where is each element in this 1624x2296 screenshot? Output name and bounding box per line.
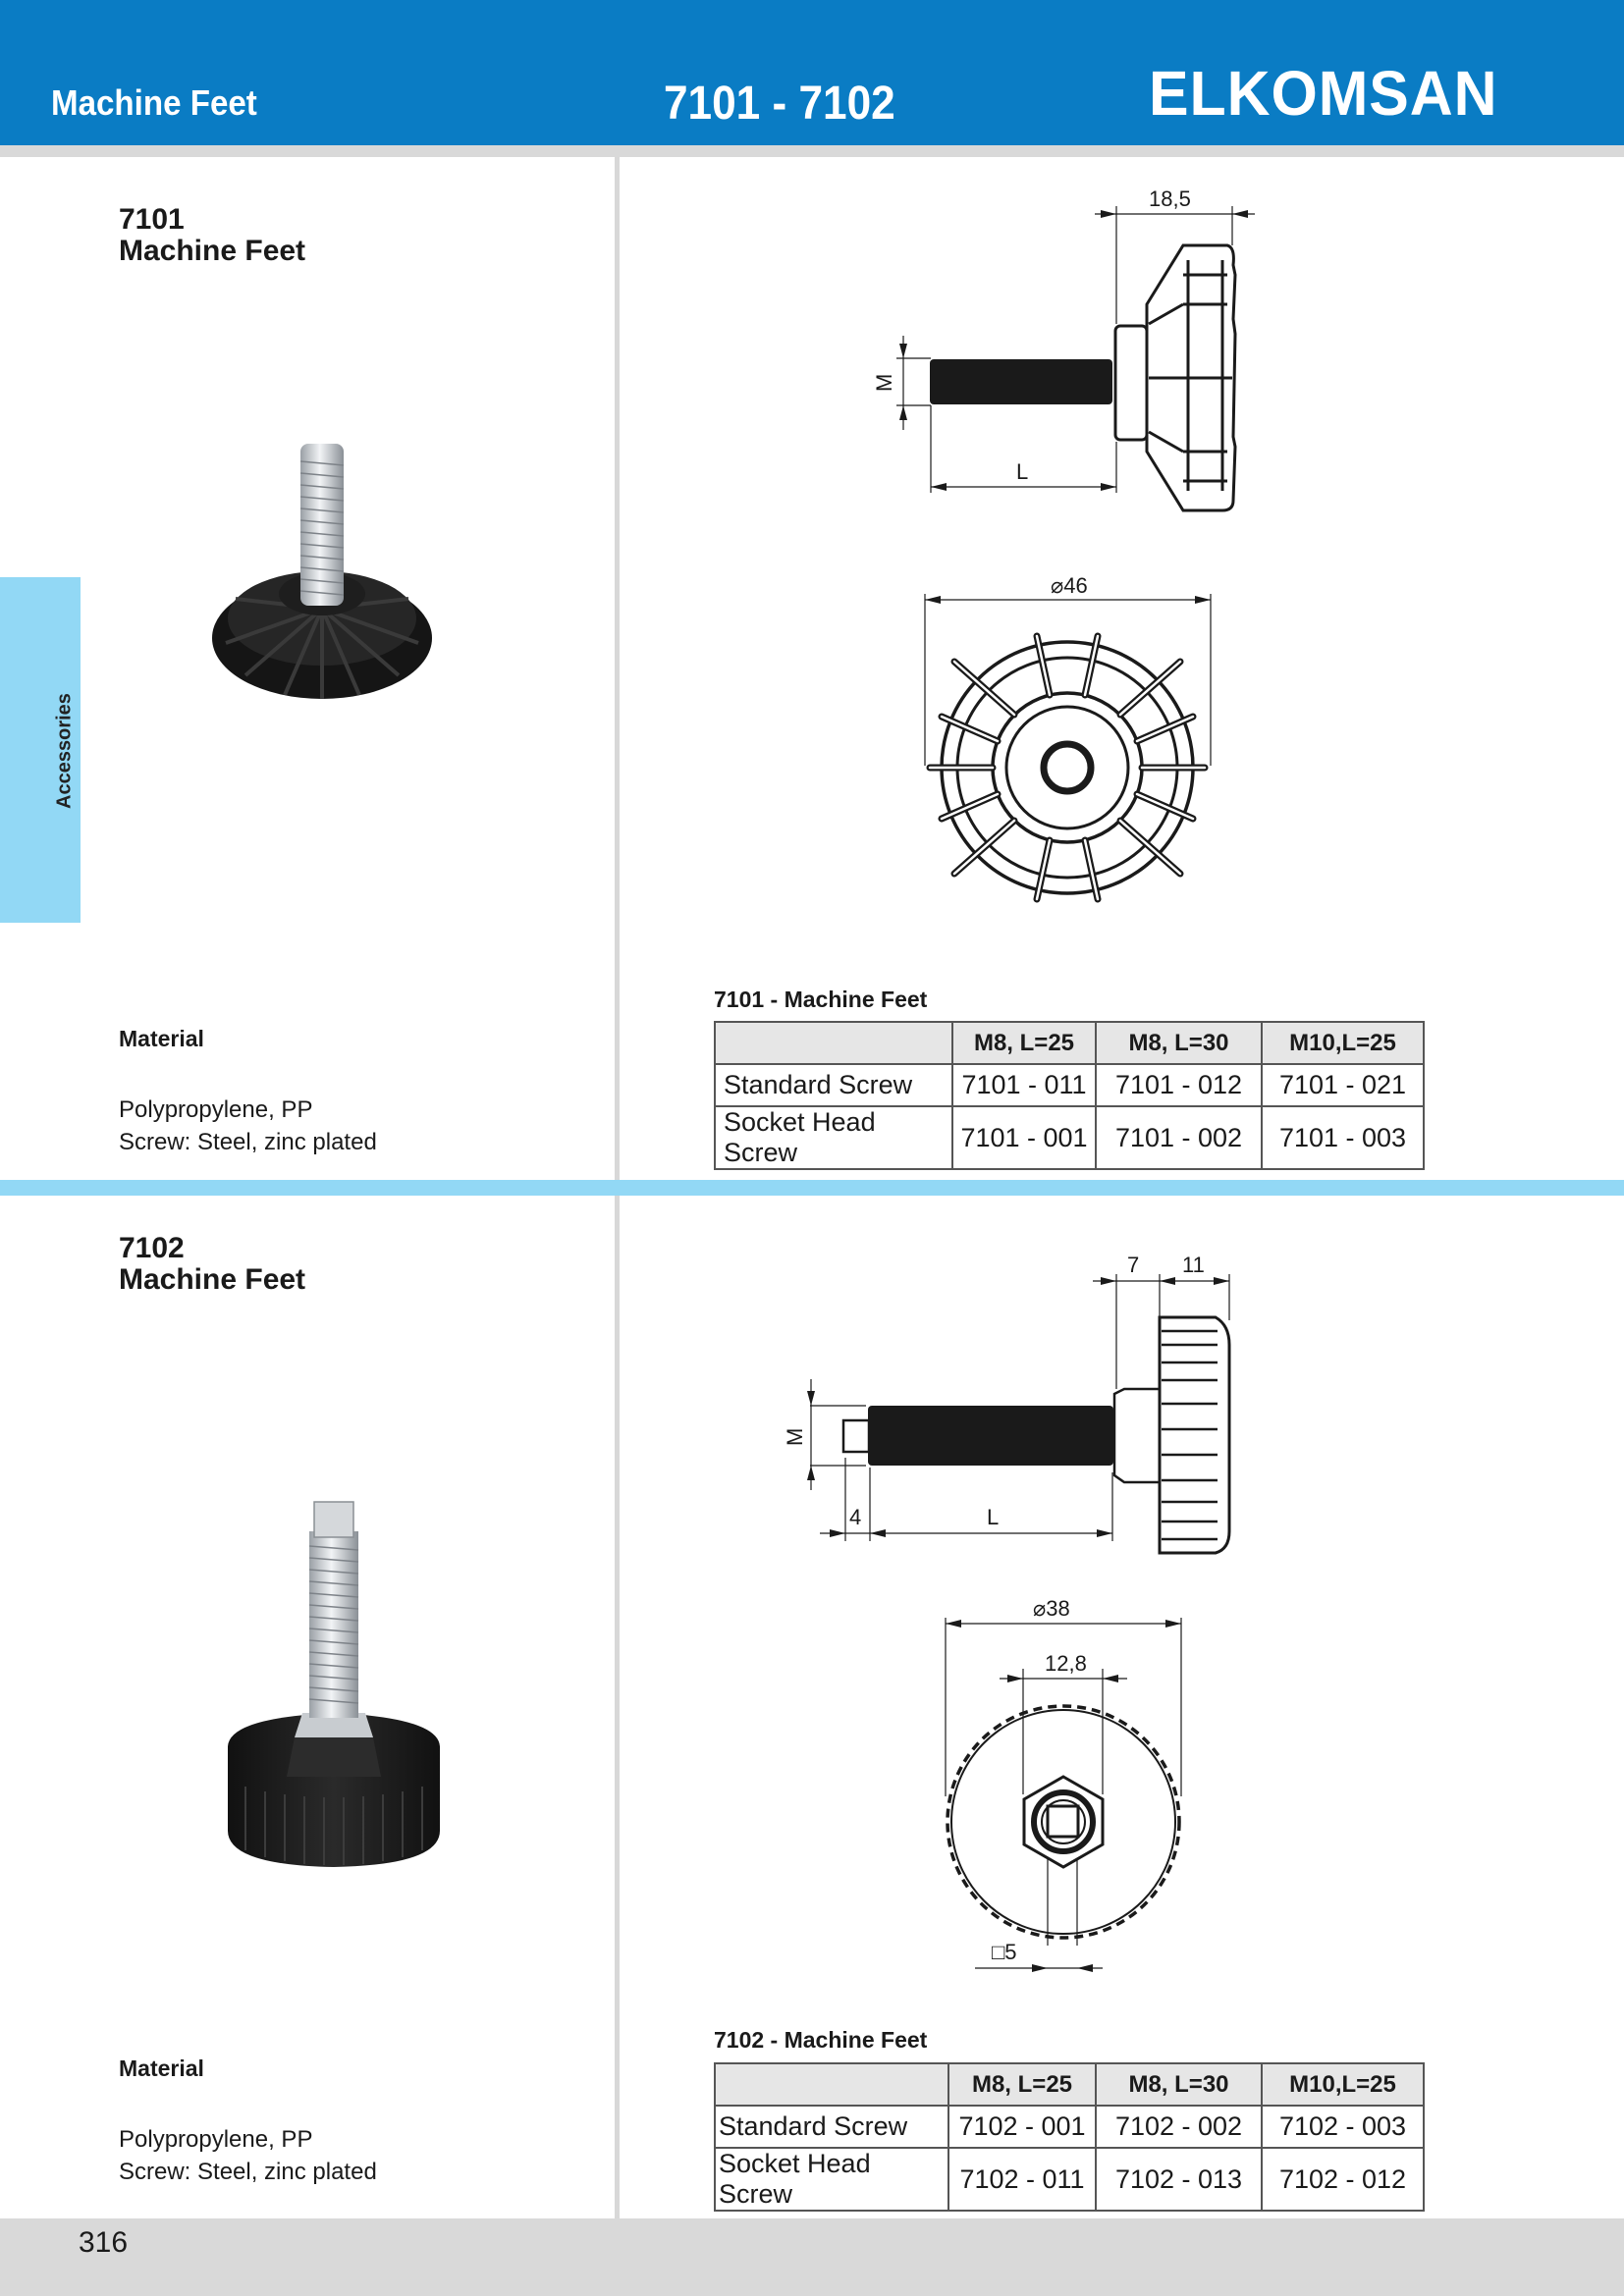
material-line: Polypropylene, PP bbox=[119, 1096, 313, 1123]
product-name: Machine Feet bbox=[119, 1263, 306, 1296]
table-cell: 7101 - 011 bbox=[952, 1064, 1096, 1106]
spec-table-7102 bbox=[714, 2062, 1425, 2212]
table-cell: 7102 - 003 bbox=[1262, 2106, 1424, 2148]
row-label: Standard Screw bbox=[715, 2106, 948, 2148]
dim-thread-label: M bbox=[783, 1427, 807, 1446]
column-header: M10,L=25 bbox=[1262, 1022, 1424, 1064]
table-header-row bbox=[715, 1022, 1424, 1064]
product-heading-7101 bbox=[119, 204, 305, 267]
table-cell: 7102 - 012 bbox=[1262, 2148, 1424, 2211]
dim-width-label: 18,5 bbox=[1149, 187, 1191, 211]
table-title-7101: 7101 - Machine Feet bbox=[714, 987, 928, 1012]
spec-table-7101 bbox=[714, 1021, 1425, 1170]
column-header: M8, L=25 bbox=[948, 2063, 1096, 2106]
section-separator bbox=[0, 1180, 1624, 1196]
material-title: Material bbox=[119, 2056, 204, 2081]
dim-base-label: 11 bbox=[1182, 1253, 1205, 1277]
dim-hex-width-label: 12,8 bbox=[1045, 1651, 1087, 1676]
header-strip bbox=[0, 145, 1624, 157]
product-name: Machine Feet bbox=[119, 235, 306, 267]
side-tab-label: Accessories bbox=[53, 693, 76, 809]
material-line: Polypropylene, PP bbox=[119, 2126, 313, 2153]
material-block-7102 bbox=[119, 2056, 377, 2188]
dim-hex-label: 7 bbox=[1127, 1253, 1140, 1277]
table-header-row bbox=[715, 2063, 1424, 2106]
product-code: 7101 bbox=[119, 203, 185, 236]
table-cell: 7102 - 013 bbox=[1096, 2148, 1262, 2211]
drawing-7102-top-view bbox=[923, 1590, 1208, 1983]
material-block-7101 bbox=[119, 1026, 377, 1158]
drawing-7101-top-view bbox=[903, 560, 1227, 923]
column-header: M8, L=25 bbox=[952, 1022, 1096, 1064]
table-cell: 7101 - 021 bbox=[1262, 1064, 1424, 1106]
dim-diameter-label: ⌀46 bbox=[1051, 573, 1088, 598]
row-label: Socket Head Screw bbox=[715, 2148, 948, 2211]
section-title: Machine Feet bbox=[51, 82, 257, 123]
column-header: M10,L=25 bbox=[1262, 2063, 1424, 2106]
table-row bbox=[715, 2106, 1424, 2148]
table-cell: 7101 - 001 bbox=[952, 1106, 1096, 1169]
product-range: 7101 - 7102 bbox=[664, 78, 895, 130]
table-row bbox=[715, 1106, 1424, 1169]
row-label: Standard Screw bbox=[715, 1064, 952, 1106]
column-header: M8, L=30 bbox=[1096, 1022, 1262, 1064]
table-cell: 7102 - 001 bbox=[948, 2106, 1096, 2148]
product-code: 7102 bbox=[119, 1232, 185, 1264]
material-line: Screw: Steel, zinc plated bbox=[119, 2159, 377, 2185]
dim-length-label: L bbox=[1016, 459, 1029, 484]
dim-square-label: □5 bbox=[992, 1940, 1017, 1964]
table-cell: 7101 - 002 bbox=[1096, 1106, 1262, 1169]
column-header bbox=[715, 2063, 948, 2106]
dim-tip-label: 4 bbox=[849, 1505, 862, 1529]
page-number: 316 bbox=[79, 2226, 129, 2259]
drawing-7101-side-view bbox=[864, 177, 1276, 540]
table-cell: 7101 - 012 bbox=[1096, 1064, 1262, 1106]
table-row bbox=[715, 2148, 1424, 2211]
column-header bbox=[715, 1022, 952, 1064]
table-cell: 7102 - 011 bbox=[948, 2148, 1096, 2211]
dim-thread-label: M bbox=[872, 373, 896, 392]
dim-diameter-label: ⌀38 bbox=[1033, 1596, 1070, 1621]
table-cell: 7102 - 002 bbox=[1096, 2106, 1262, 2148]
product-heading-7102 bbox=[119, 1233, 305, 1296]
brand-logo: ELKOMSAN bbox=[1149, 58, 1498, 129]
table-row bbox=[715, 1064, 1424, 1106]
drawing-7102-side-view bbox=[776, 1237, 1247, 1571]
table-title-7102: 7102 - Machine Feet bbox=[714, 2027, 928, 2053]
table-cell: 7101 - 003 bbox=[1262, 1106, 1424, 1169]
material-title: Material bbox=[119, 1026, 204, 1051]
page-footer bbox=[0, 2218, 1624, 2296]
dim-length-label: L bbox=[987, 1505, 1000, 1529]
machine-foot-ribbed-photo-icon bbox=[196, 432, 452, 726]
machine-foot-knurled-photo-icon bbox=[216, 1492, 452, 1885]
column-header: M8, L=30 bbox=[1096, 2063, 1262, 2106]
material-line: Screw: Steel, zinc plated bbox=[119, 1129, 377, 1155]
row-label: Socket Head Screw bbox=[715, 1106, 952, 1169]
